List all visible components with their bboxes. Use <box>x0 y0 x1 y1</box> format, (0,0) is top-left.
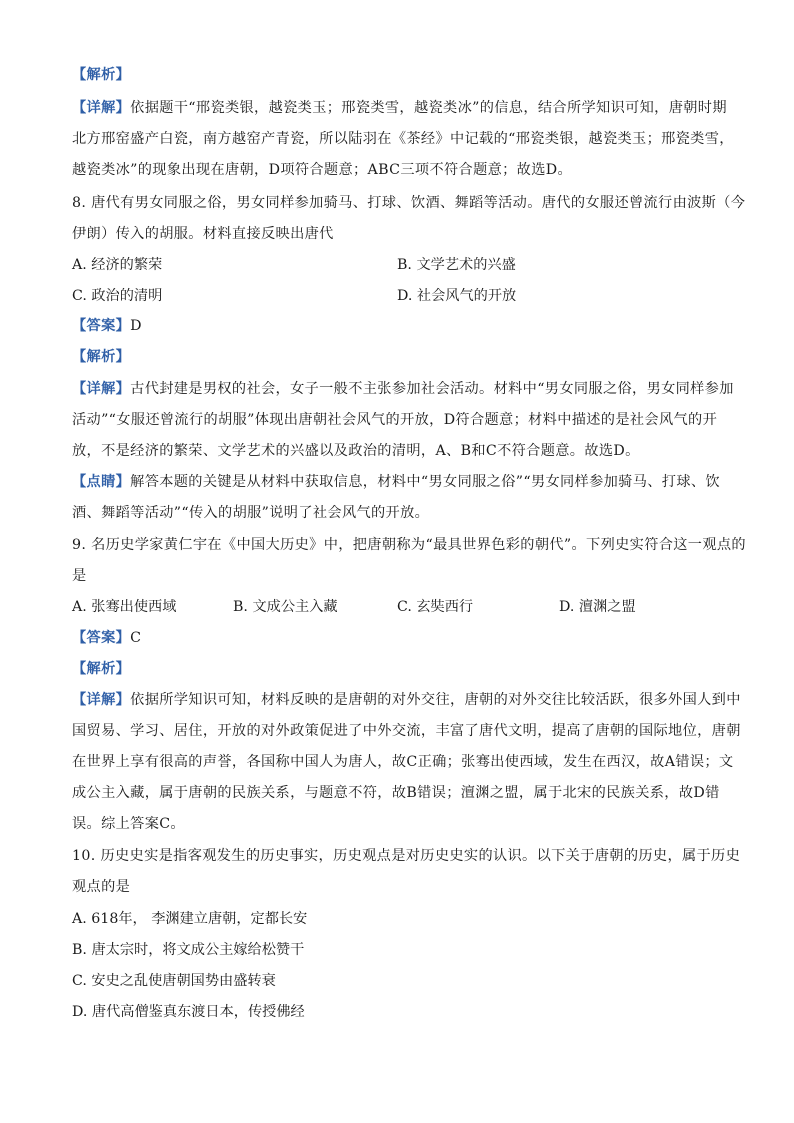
q9-detail-line: 国贸易、学习、居住，开放的对外政策促进了中外交流，丰富了唐代文明，提高了唐朝的国际地位，唐朝 <box>72 723 741 739</box>
q9-stem-line: 9. 名历史学家黄仁宇在《中国大历史》中，把唐朝称为“最具世界色彩的朝代”。下列史实符合这一观点的 <box>72 537 746 553</box>
q9-analysis-heading: 【解析】 <box>72 661 131 677</box>
q9-detail-line: 误。综上答案C。 <box>72 816 185 832</box>
q10-option-b: B. 唐太宗时，将文成公主嫁给松赞干 <box>72 942 305 958</box>
q8-tip-line: 酒、舞蹈等活动”“传入的胡服”说明了社会风气的开放。 <box>72 505 430 521</box>
q9-detail-line: 【详解】依据所学知识可知，材料反映的是唐朝的对外交往，唐朝的对外交往比较活跃，很多外国人到中 <box>72 692 741 708</box>
q8-detail-line: 活动”“女服还曾流行的胡服”体现出唐朝社会风气的开放，D符合题意；材料中描述的是社会风气的开 <box>72 412 718 428</box>
q9-option-c: C. 玄奘西行 <box>397 599 474 615</box>
q8-option-a: A. 经济的繁荣 <box>72 257 163 273</box>
detail-line: 【详解】依据题干“邢瓷类银，越瓷类玉；邢瓷类雪，越瓷类冰”的信息，结合所学知识可知，唐朝时期 <box>72 100 727 116</box>
q9-detail-line: 在世界上享有很高的声誉，各国称中国人为唐人，故C正确；张骞出使西域，发生在西汉，故A错误；文 <box>72 754 734 770</box>
q9-stem-line: 是 <box>72 568 87 584</box>
q9-detail-line: 成公主入藏，属于唐朝的民族关系，与题意不符，故B错误；澶渊之盟，属于北宋的民族关系，故D错 <box>72 785 720 801</box>
detail-tag: 【详解】 <box>72 100 131 116</box>
q10-option-d: D. 唐代高僧鉴真东渡日本，传授佛经 <box>72 1004 305 1020</box>
q8-answer: 【答案】D <box>72 318 142 334</box>
q8-detail-line: 【详解】古代封建是男权的社会，女子一般不主张参加社会活动。材料中“男女同服之俗，男女同样参加 <box>72 381 734 397</box>
q9-option-a: A. 张骞出使西域 <box>72 599 177 615</box>
q8-option-d: D. 社会风气的开放 <box>397 288 517 304</box>
analysis-heading-prev: 【解析】 <box>72 67 131 83</box>
q10-stem-line: 10. 历史史实是指客观发生的历史事实，历史观点是对历史史实的认识。以下关于唐朝的历史，属于历史 <box>72 848 741 864</box>
q8-stem-line: 8. 唐代有男女同服之俗，男女同样参加骑马、打球、饮酒、舞蹈等活动。唐代的女服还曾流行由波斯（今 <box>72 195 746 211</box>
q9-answer: 【答案】C <box>72 630 142 646</box>
q8-option-c: C. 政治的清明 <box>72 288 163 304</box>
q8-option-b: B. 文学艺术的兴盛 <box>397 257 516 273</box>
q8-stem-line: 伊朗）传入的胡服。材料直接反映出唐代 <box>72 226 334 242</box>
q8-tip-line: 【点睛】解答本题的关键是从材料中获取信息，材料中“男女同服之俗”“男女同样参加骑马、打球、饮 <box>72 474 720 490</box>
q9-option-b: B. 文成公主入藏 <box>233 599 338 615</box>
q10-stem-line: 观点的是 <box>72 879 131 895</box>
q8-detail-line: 放，不是经济的繁荣、文学艺术的兴盛以及政治的清明，A、B和C不符合题意。故选D。 <box>72 443 640 459</box>
detail-line: 越瓷类冰”的现象出现在唐朝，D项符合题意；ABC三项不符合题意；故选D。 <box>72 162 573 178</box>
q8-analysis-heading: 【解析】 <box>72 349 131 365</box>
q10-option-a: A. 618年， 李渊建立唐朝，定都长安 <box>72 911 308 927</box>
q10-option-c: C. 安史之乱使唐朝国势由盛转衰 <box>72 973 276 989</box>
q9-option-d: D. 澶渊之盟 <box>559 599 636 615</box>
detail-line: 北方邢窑盛产白瓷，南方越窑产青瓷，所以陆羽在《茶经》中记载的“邢瓷类银，越瓷类玉；邢瓷类雪， <box>72 131 734 147</box>
